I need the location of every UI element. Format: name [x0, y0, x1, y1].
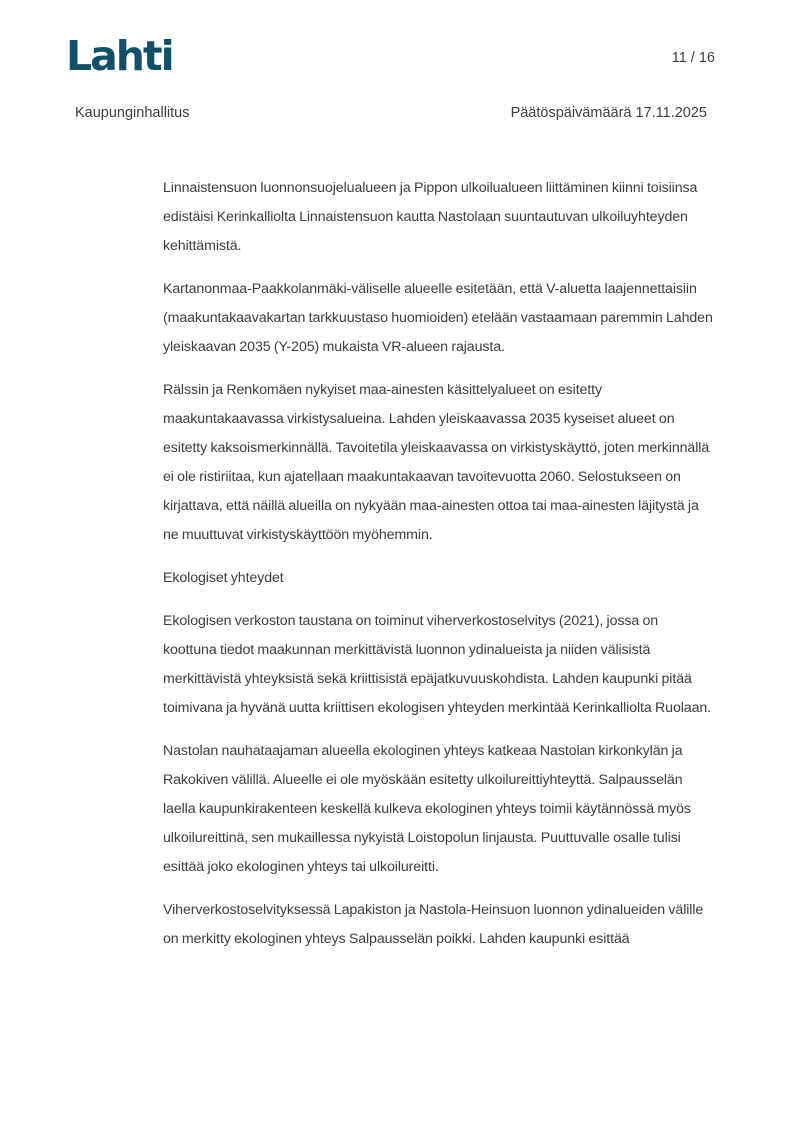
paragraph: Viherverkostoselvityksessä Lapakiston ja Nastola-Heinsuon luonnon ydinalueiden välille on merkitty ekologinen yhteys Salpausselän poikki. Lahden kaupunki esittää	[163, 902, 704, 947]
paragraph: Kartanonmaa-Paakkolanmäki-väliselle alueelle esitetään, että V-aluetta laajennettaisiin (maakuntakaavakartan tarkkuustaso huomioiden) etelään vastaamaan paremmin Lahden yleiskaavan 2035 (Y-205) mukaista VR-alueen rajausta.	[163, 281, 713, 355]
header-decision-date: Päätöspäivämäärä 17.11.2025	[510, 105, 707, 121]
header-organization: Kaupunginhallitus	[75, 105, 190, 121]
paragraph: Nastolan nauhataajaman alueella ekologinen yhteys katkeaa Nastolan kirkonkylän ja Rakokiven välillä. Alueelle ei ole myöskään esitetty ulkoilureittiyhteyttä. Salpausselän laella kaupunkirakenteen keskellä kulkeva ekologinen yhteys toimii käytännössä myös ulkoilureittinä, sen mukaillessa nykyistä Loistopolun linjausta. Puuttuvalle osalle tulisi esittää joko ekologinen yhteys tai ulkoilureitti.	[163, 743, 691, 875]
paragraph: Rälssin ja Renkomäen nykyiset maa-ainesten käsittelyalueet on esitetty maakuntakaavassa virkistysalueina. Lahden yleiskaavassa 2035 kyseiset alueet on esitetty kaksoismerkinnällä. Tavoitetila yleiskaavassa on virkistyskäyttö, joten merkinnällä ei ole ristiriitaa, kun ajatellaan maakuntakaavan tavoitevuotta 2060. Selostukseen on kirjattava, että näillä alueilla on nykyään maa-ainesten ottoa tai maa-ainesten läjitystä ja ne muuttuvat virkistyskäyttöön myöhemmin.	[163, 382, 710, 543]
paragraph: Linnaistensuon luonnonsuojelualueen ja Pippon ulkoilualueen liittäminen kiinni toisiinsa edistäisi Kerinkalliolta Linnaistensuon kautta Nastolaan suuntautuvan ulkoiluyhteyden kehittämistä.	[163, 180, 698, 254]
paragraph: Ekologisen verkoston taustana on toiminut viherverkostoselvitys (2021), jossa on koottuna tiedot maakunnan merkittävistä luonnon ydinalueista ja niiden välisistä merkittävistä yhteyksistä sekä kriittisistä epäjatkuvuuskohdista. Lahden kaupunki pitää toimivana ja hyvänä uutta kriittisen ekologisen yhteyden merkintää Kerinkalliolta Ruolaan.	[163, 613, 712, 716]
section-heading: Ekologiset yhteydet	[163, 570, 284, 586]
page-number: 11 / 16	[671, 50, 715, 66]
lahti-logo: Lahti	[66, 32, 173, 80]
document-body	[163, 174, 715, 968]
